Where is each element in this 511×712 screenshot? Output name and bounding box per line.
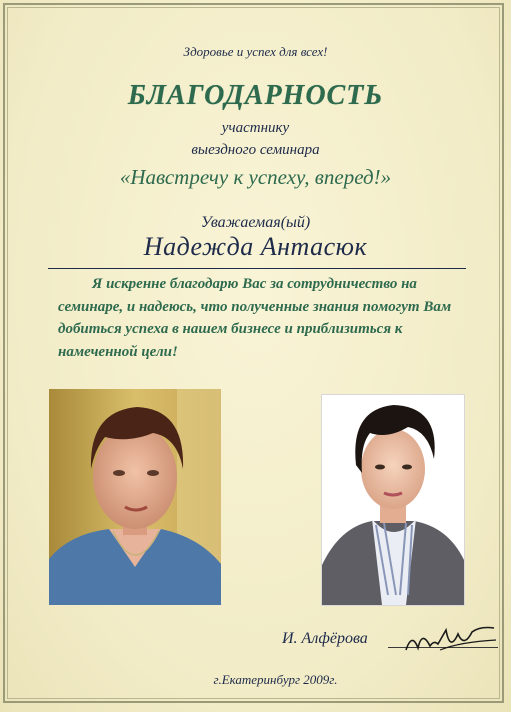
- handwritten-signature: [400, 620, 500, 660]
- salutation: Уважаемая(ый): [200, 214, 311, 231]
- signer-name: И. Алфёрова: [282, 630, 368, 647]
- subtitle-participant: участнику: [221, 120, 290, 136]
- certificate-title: БЛАГОДАРНОСТЬ: [127, 80, 384, 111]
- message-line: Я искренне благодарю Вас за сотрудничество на: [92, 276, 417, 292]
- place-and-year: г.Екатеринбург 2009г.: [213, 672, 338, 687]
- signer-photo: [322, 395, 464, 605]
- recipient-photo: [49, 389, 221, 605]
- message-line: намеченной цели!: [58, 343, 178, 360]
- subtitle-seminar: выездного семинара: [191, 142, 320, 158]
- message-line: семинаре, и надеюсь, что полученные знания помогут Вам: [58, 298, 452, 315]
- name-underline: [48, 268, 466, 269]
- recipient-name: Надежда Антасюк: [143, 232, 368, 261]
- seminar-name: «Навстречу к успеху, вперед!»: [119, 165, 392, 189]
- motto: Здоровье и успех для всех!: [183, 44, 328, 59]
- thank-you-message: [58, 273, 498, 363]
- message-line: добиться успеха в нашем бизнесе и приблизиться к: [58, 321, 403, 337]
